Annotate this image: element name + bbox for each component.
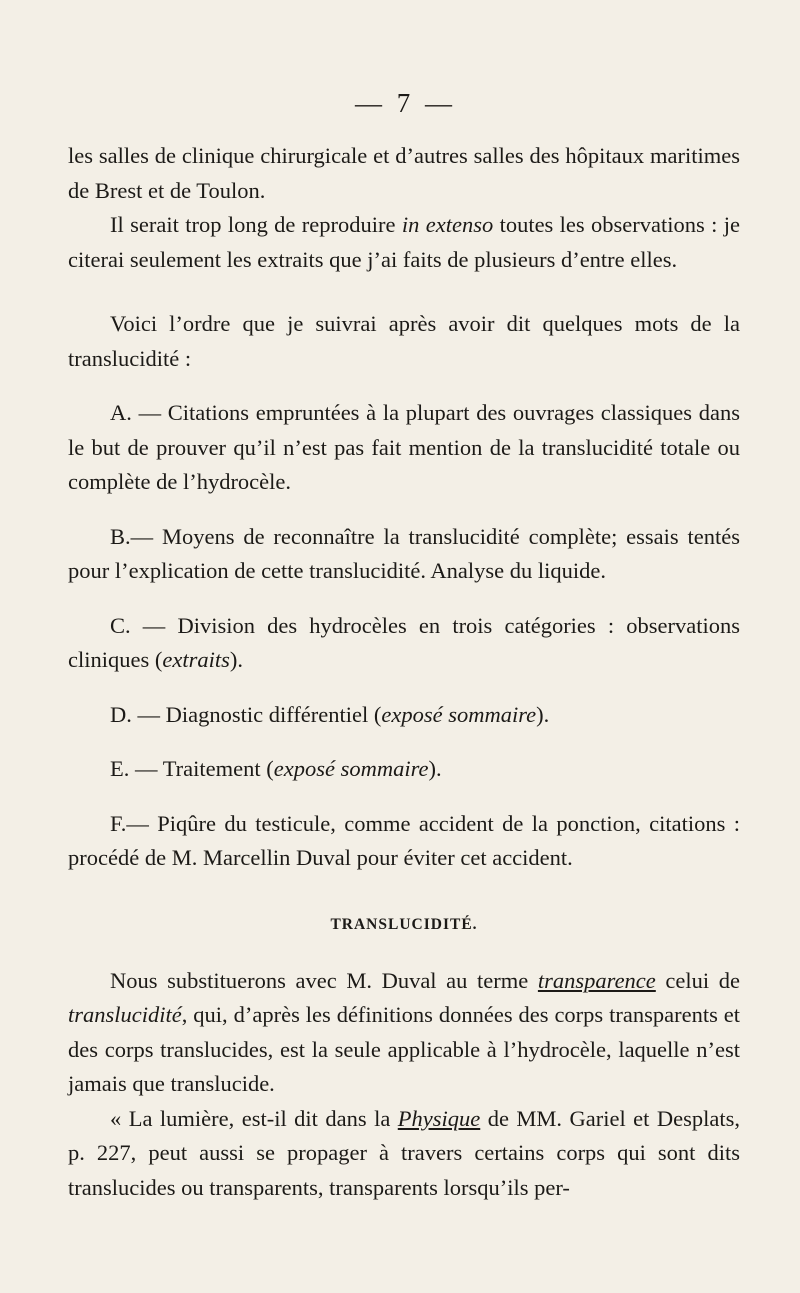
translucidity-paragraph: Nous substituerons avec M. Duval au terme transparence celui de translucidité, qui, d’après les définitions données des corps transparents et des corps translucides, est la seule applicable à l’hydrocèle, laquelle n’est jamais que translucide.: [68, 967, 740, 1096]
list-item-d: D. — Diagnostic différentiel (exposé sommaire).: [110, 701, 550, 727]
list-item-b: B.— Moyens de reconnaître la translucidité complète; essais tentés pour l’explication de cette translucidité. Analyse du liquide.: [68, 523, 740, 583]
section-heading: TRANSLUCIDITÉ.: [330, 915, 478, 933]
list-item-e: E. — Traitement (exposé sommaire).: [110, 756, 442, 781]
list-item-c: C. — Division des hydrocèles en trois catégories : observations cliniques (extraits).: [68, 612, 740, 672]
quote-paragraph: « La lumière, est-il dit dans la Physique de MM. Gariel et Desplats, p. 227, peut aussi se propager à travers certains corps qui sont dits translucides ou transparents, transparents lorsqu’ils per-: [68, 1105, 740, 1200]
order-paragraph: Voici l’ordre que je suivrai après avoir dit quelques mots de la translucidité :: [68, 311, 740, 371]
intro-paragraph: les salles de clinique chirurgicale et d’autres salles des hôpitaux maritimes de Brest et de Toulon.: [68, 143, 740, 203]
page-number: — 7 —: [355, 88, 453, 118]
extenso-paragraph: Il serait trop long de reproduire in extenso toutes les observations : je citerai seulement les extraits que j’ai faits de plusieurs d’entre elles.: [68, 212, 740, 272]
list-item-f: F.— Piqûre du testicule, comme accident de la ponction, citations : procédé de M. Marcellin Duval pour éviter cet accident.: [68, 810, 740, 870]
list-item-a: A. — Citations empruntées à la plupart des ouvrages classiques dans le but de prouver qu’il n’est pas fait mention de la translucidité totale ou complète de l’hydrocèle.: [68, 400, 740, 494]
